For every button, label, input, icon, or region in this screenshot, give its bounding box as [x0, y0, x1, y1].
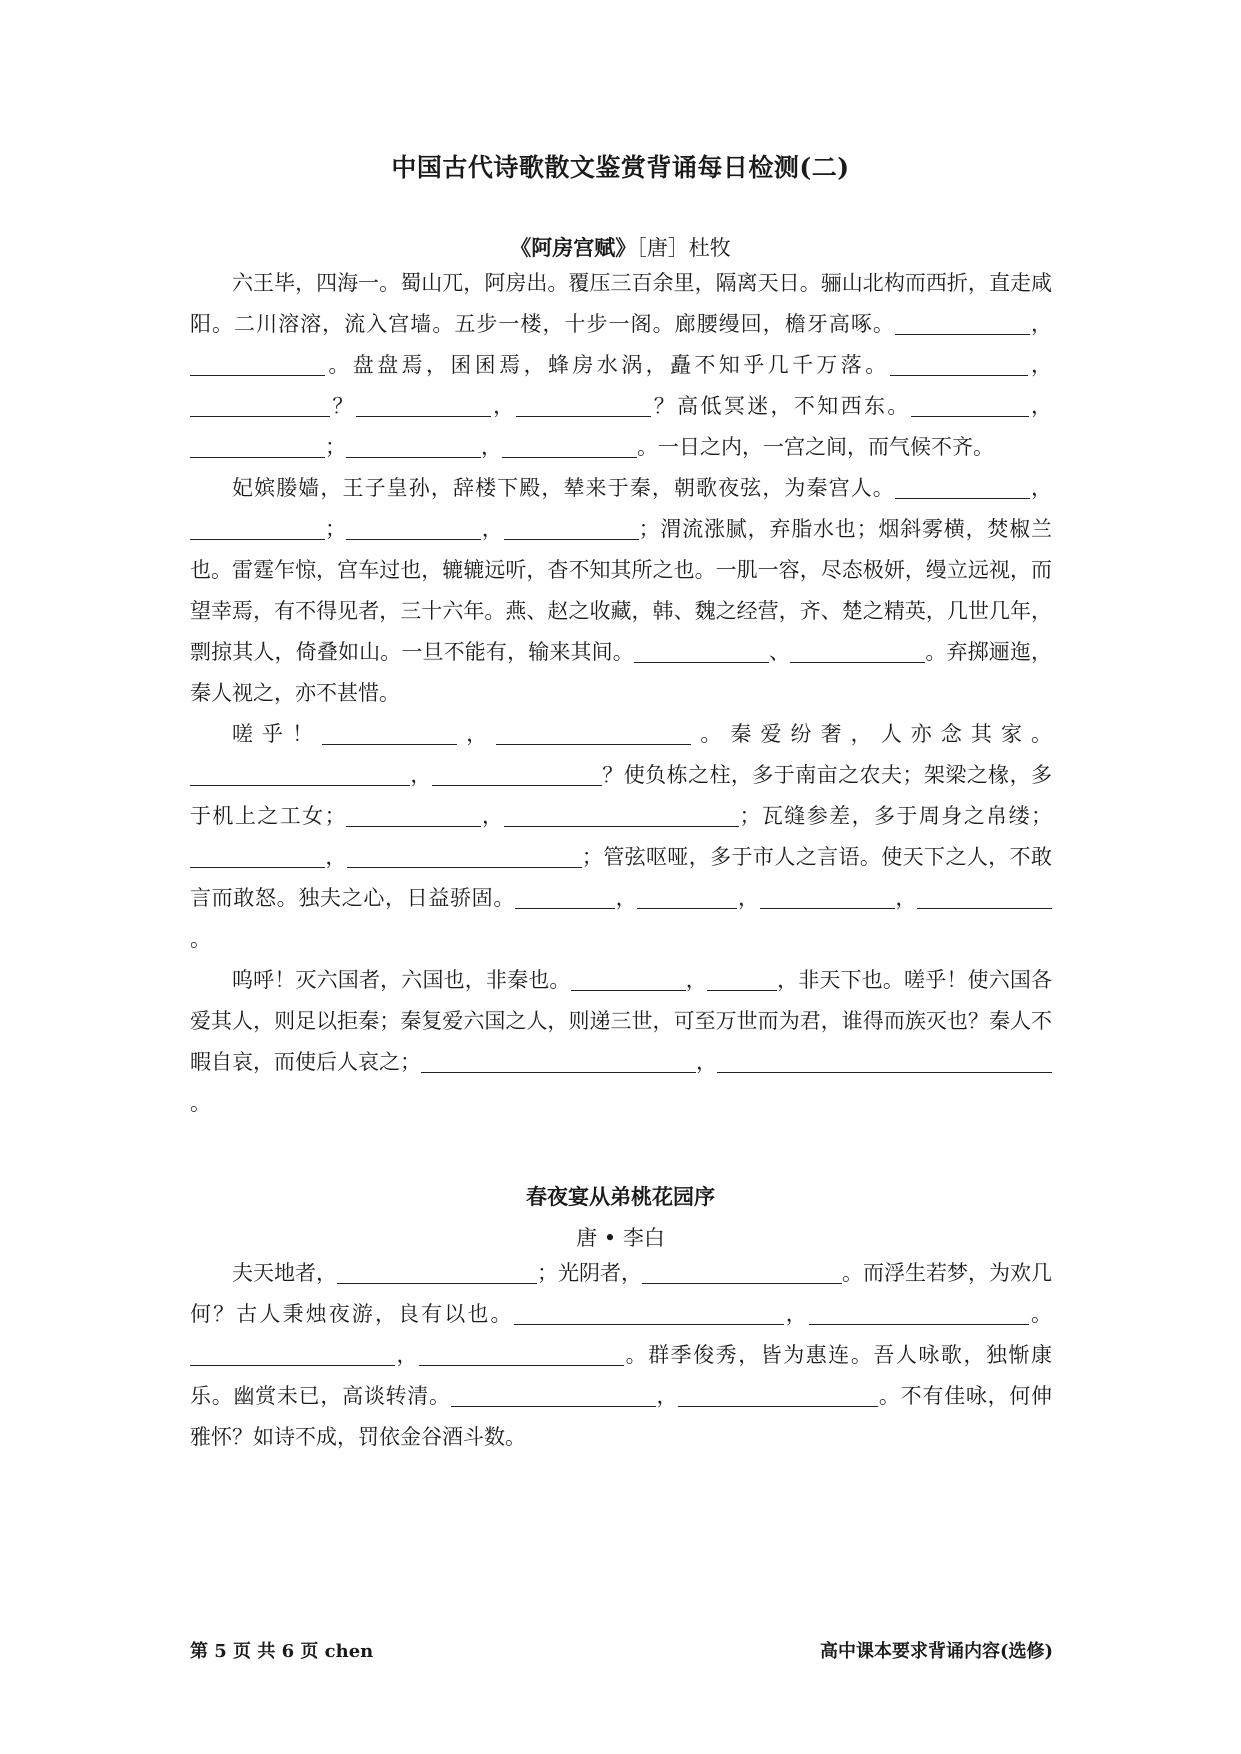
punctuation: ？: [330, 394, 356, 418]
fill-blank[interactable]: [190, 517, 325, 540]
fill-blank[interactable]: [917, 1050, 1052, 1073]
fill-blank[interactable]: [190, 353, 325, 376]
punctuation: ，: [480, 804, 505, 828]
punctuation: ，: [481, 517, 504, 541]
fill-blank[interactable]: [190, 435, 325, 458]
punctuation: 。: [190, 927, 211, 951]
fill-blank[interactable]: [190, 394, 330, 417]
punctuation: ，: [655, 1384, 679, 1408]
text-segment: ？高低冥迷，不知西东。: [651, 394, 911, 418]
text-segment: 嗟乎！: [232, 722, 323, 746]
footer-page-number: 第 5 页 共 6 页 chen: [190, 1641, 374, 1662]
text-segment: 。而浮生若梦，为欢几何？古人秉烛夜游，良有以也。: [190, 1261, 1052, 1326]
paragraph-1: [190, 263, 1052, 468]
footer-course-label: 高中课本要求背诵内容(选修): [819, 1641, 1053, 1662]
essay-title-text: 《阿房宫赋》: [510, 235, 637, 260]
punctuation: 。: [1028, 1302, 1053, 1326]
punctuation: ，: [325, 845, 347, 869]
punctuation: ，: [481, 435, 502, 459]
fill-blank[interactable]: [346, 804, 481, 827]
fill-blank[interactable]: [809, 1302, 1029, 1325]
paragraph-2: [190, 468, 1052, 714]
text-segment: 六王毕，四海一。蜀山兀，阿房出。覆压三百余里，隔离天日。骊山北构而西折，直走咸阳。二川溶溶，流入宫墙。五步一楼，十步一阁。廊腰缦回，檐牙高啄。: [190, 271, 1052, 336]
punctuation: 。: [190, 1091, 211, 1115]
fill-blank[interactable]: [504, 804, 739, 827]
text-segment: ；瓦缝参差，多于周身之帛缕；: [739, 804, 1053, 828]
text-segment: 。盘盘焉，囷囷焉，蜂房水涡，矗不知乎几千万落。: [325, 353, 890, 377]
fill-blank[interactable]: [895, 476, 1030, 499]
fill-blank[interactable]: [356, 394, 491, 417]
text-segment: 。群季俊秀，皆为惠连。吾人咏歌，独惭康乐。幽赏未已，高谈转清。: [190, 1343, 1053, 1408]
text-segment: 妃嫔媵嫱，王子皇孙，辞楼下殿，辇来于秦，朝歌夜弦，为秦宫人。: [232, 476, 895, 500]
fill-blank[interactable]: [347, 845, 582, 868]
fill-blank[interactable]: [515, 886, 615, 909]
fill-blank[interactable]: [895, 312, 1030, 335]
fill-blank[interactable]: [637, 886, 737, 909]
paragraph-4: [190, 960, 1052, 1124]
fill-blank[interactable]: [790, 640, 925, 663]
fill-blank[interactable]: [917, 886, 1052, 909]
fill-blank[interactable]: [432, 763, 602, 786]
fill-blank[interactable]: [337, 1261, 537, 1284]
text-segment: ；光阴者，: [537, 1261, 642, 1285]
paragraph-3: [190, 714, 1052, 960]
fill-blank[interactable]: [346, 435, 481, 458]
fill-blank[interactable]: [502, 435, 637, 458]
fill-blank[interactable]: [421, 1050, 696, 1073]
text-segment: ；管弦呕哑，多于市人之言语。使天下之人，不敢言而敢怒。独夫之心，日益骄固。: [190, 845, 1053, 910]
text-segment: ；渭流涨腻，弃脂水也；烟斜雾横，焚椒兰也。雷霆乍惊，宫车过也，辘辘远听，杳不知其所之也。一肌一容，尽态极妍，缦立远视，而望幸焉，有不得见者，三十六年。燕、赵之收藏，韩、魏之经营，齐、楚之精英，几世几年，剽掠其人，倚叠如山。一旦不能有，输来其间。: [190, 517, 1053, 664]
punctuation: ，: [685, 968, 707, 992]
fill-blank[interactable]: [190, 845, 325, 868]
punctuation: ，: [1027, 353, 1053, 377]
punctuation: ；: [325, 435, 346, 459]
fill-blank[interactable]: [642, 1261, 842, 1284]
essay-title-afanggong: [0, 232, 1241, 262]
fill-blank[interactable]: [571, 968, 686, 991]
punctuation: ，: [894, 886, 918, 910]
punctuation: ，: [490, 394, 517, 418]
fill-blank[interactable]: [346, 517, 481, 540]
fill-blank[interactable]: [890, 353, 1028, 376]
text-segment: 。一日之内，一宫之间，而气候不齐。: [637, 435, 994, 459]
fill-blank[interactable]: [451, 1384, 656, 1407]
fill-blank[interactable]: [496, 722, 691, 745]
fill-blank[interactable]: [190, 763, 410, 786]
text-segment: 。弃掷逦迤，秦人视之，亦不甚惜。: [190, 640, 1053, 705]
fill-blank[interactable]: [190, 1343, 395, 1366]
text-segment: 夫天地者，: [232, 1261, 337, 1285]
punctuation: ，: [696, 1050, 717, 1074]
fill-blank[interactable]: [911, 394, 1029, 417]
punctuation: ，: [737, 886, 760, 910]
essay-body-afanggong: [190, 263, 1052, 1124]
fill-blank[interactable]: [322, 722, 457, 745]
essay-author-line: 唐 • 李白: [576, 1226, 665, 1250]
punctuation: ，: [410, 763, 432, 787]
fill-blank[interactable]: [717, 1050, 917, 1073]
fill-blank[interactable]: [514, 1302, 784, 1325]
text-segment: 呜呼！灭六国者，六国也，非秦也。: [232, 968, 571, 992]
fill-blank[interactable]: [707, 968, 777, 991]
essay-dynasty: ［唐］: [636, 236, 689, 260]
text-segment: ？使负栋之柱，多于南亩之农夫；架梁之椽，多于机上之工女；: [190, 763, 1053, 828]
punctuation: ；: [325, 517, 346, 541]
fill-blank[interactable]: [419, 1343, 624, 1366]
text-segment: 。秦爱纷奢，人亦念其家。: [691, 722, 1053, 746]
punctuation: ，: [1029, 312, 1052, 336]
essay-author: 杜牧: [688, 236, 731, 260]
text-segment: ，非天下也。嗟乎！使六国各爱其人，则足以拒秦；秦复爱六国之人，则递三世，可至万世而为君，谁得而族灭也？秦人不暇自哀，而使后人哀之；: [190, 968, 1053, 1074]
paragraph-1: [190, 1253, 1052, 1458]
essay-body-taohuayuan: [190, 1253, 1052, 1458]
punctuation: ，: [1028, 394, 1053, 418]
punctuation: ，: [395, 1343, 420, 1367]
fill-blank[interactable]: [678, 1384, 878, 1407]
fill-blank[interactable]: [760, 886, 895, 909]
fill-blank[interactable]: [516, 394, 651, 417]
fill-blank[interactable]: [634, 640, 769, 663]
page-title: 中国古代诗歌散文鉴赏背诵每日检测(二): [391, 153, 850, 182]
text-segment: 。不有佳咏，何伸雅怀？如诗不成，罚依金谷酒斗数。: [190, 1384, 1053, 1449]
punctuation: ，: [457, 722, 497, 746]
punctuation: ，: [1029, 476, 1053, 500]
punctuation: ，: [615, 886, 638, 910]
punctuation: 、: [768, 640, 791, 664]
fill-blank[interactable]: [504, 517, 639, 540]
punctuation: ，: [783, 1302, 809, 1326]
essay-title-taohuayuan: 春夜宴从弟桃花园序: [526, 1184, 715, 1209]
